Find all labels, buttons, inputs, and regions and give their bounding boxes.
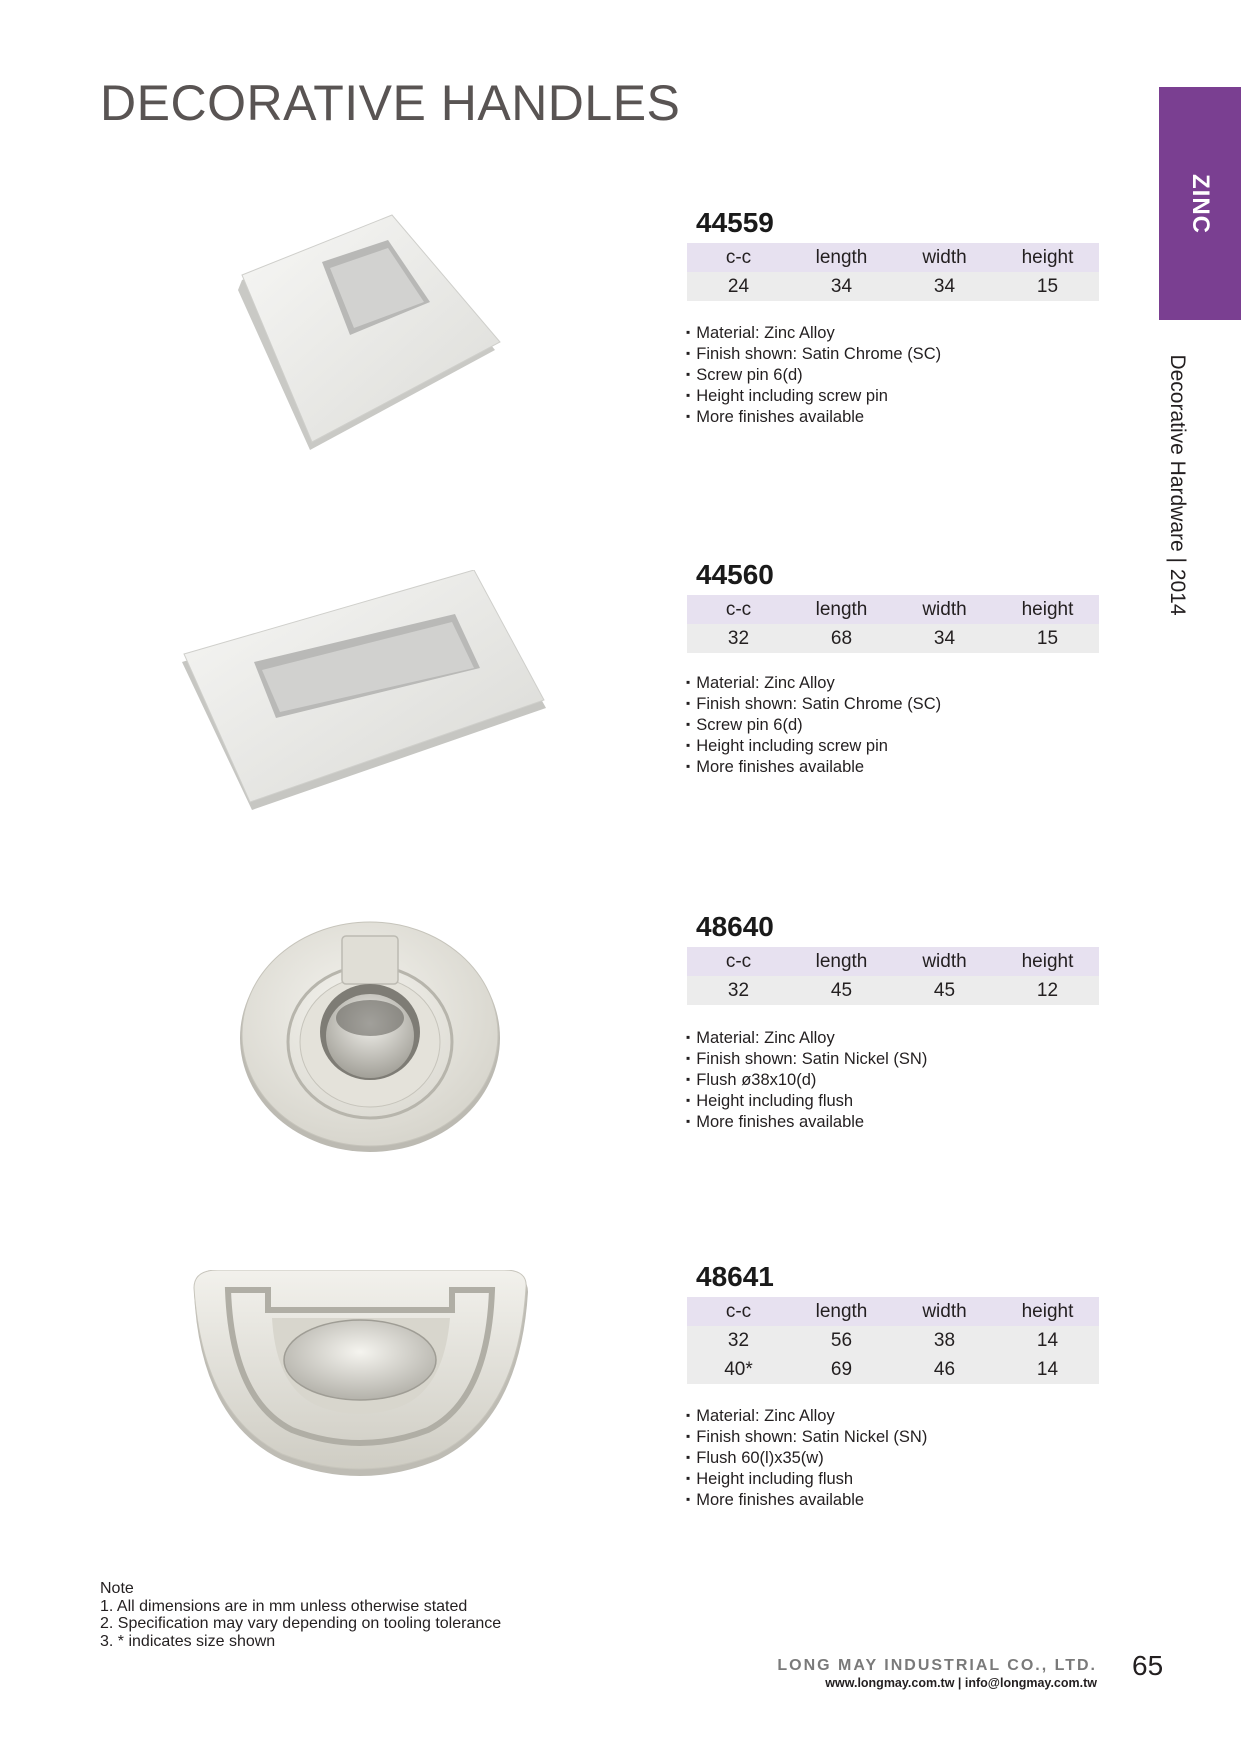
rectangular-handle-image xyxy=(180,570,550,815)
spec-item: ▪ Flush 60(l)x35(w) xyxy=(686,1448,927,1469)
cell-width: 38 xyxy=(933,1329,956,1351)
cell-cc: 24 xyxy=(727,275,750,297)
spec-row xyxy=(687,1355,1099,1384)
cell-width: 46 xyxy=(933,1358,956,1380)
spec-item: ▪ Height including flush xyxy=(686,1091,927,1112)
header-length: length xyxy=(815,1300,868,1322)
cell-height: 15 xyxy=(1036,275,1059,297)
spec-header-row xyxy=(687,1297,1099,1326)
header-width: width xyxy=(922,246,967,268)
spec-item: ▪ Material: Zinc Alloy xyxy=(686,323,941,344)
header-width: width xyxy=(922,598,967,620)
note-item: 2. Specification may vary depending on tooling tolerance xyxy=(100,1615,502,1632)
spec-header-row xyxy=(687,243,1099,272)
header-width: width xyxy=(922,950,967,972)
spec-item: ▪ Material: Zinc Alloy xyxy=(686,673,941,694)
cell-height: 14 xyxy=(1036,1329,1059,1351)
spec-item: ▪ Finish shown: Satin Chrome (SC) xyxy=(686,694,941,715)
note-item: 1. All dimensions are in mm unless otherwise stated xyxy=(100,1597,468,1615)
header-cc: c-c xyxy=(725,1300,752,1322)
cell-cc: 32 xyxy=(727,627,750,649)
spec-header-row xyxy=(687,947,1099,976)
spec-item: ▪ Height including screw pin xyxy=(686,736,941,757)
spec-item: ▪ Height including flush xyxy=(686,1469,927,1490)
cell-cc: 32 xyxy=(727,979,750,1001)
spec-item: ▪ Height including screw pin xyxy=(686,386,941,407)
category-tab xyxy=(1159,87,1241,320)
round-ring-pull-image xyxy=(238,920,503,1155)
spec-list xyxy=(686,1028,927,1133)
spec-row xyxy=(687,976,1099,1005)
spec-item: ▪ Finish shown: Satin Nickel (SN) xyxy=(686,1049,927,1070)
spec-item: ▪ Flush ø38x10(d) xyxy=(686,1070,927,1091)
spec-item: ▪ More finishes available xyxy=(686,407,941,428)
header-cc: c-c xyxy=(725,950,752,972)
cell-height: 12 xyxy=(1036,979,1059,1001)
cell-length: 56 xyxy=(830,1329,853,1351)
cell-width: 34 xyxy=(933,275,956,297)
spec-row xyxy=(687,624,1099,653)
spec-header-row xyxy=(687,595,1099,624)
spec-item: ▪ Material: Zinc Alloy xyxy=(686,1406,927,1427)
spec-item: ▪ Finish shown: Satin Nickel (SN) xyxy=(686,1427,927,1448)
notes-heading: Note xyxy=(100,1580,134,1597)
cell-length: 69 xyxy=(830,1358,853,1380)
cell-length: 68 xyxy=(830,627,853,649)
header-cc: c-c xyxy=(725,598,752,620)
spec-list xyxy=(686,673,941,778)
spec-item: ▪ Screw pin 6(d) xyxy=(686,365,941,386)
cell-length: 34 xyxy=(830,275,853,297)
note-item: 3. * indicates size shown xyxy=(100,1632,276,1650)
spec-item: ▪ Screw pin 6(d) xyxy=(686,715,941,736)
header-height: height xyxy=(1021,598,1074,620)
spec-row xyxy=(687,272,1099,301)
spec-list xyxy=(686,1406,927,1511)
company-name: LONG MAY INDUSTRIAL CO., LTD. xyxy=(777,1657,1097,1674)
cell-cc: 32 xyxy=(727,1329,750,1351)
cell-width: 45 xyxy=(933,979,956,1001)
notes-block xyxy=(100,1580,501,1650)
page-number: 65 xyxy=(1132,1650,1164,1681)
spec-item: ▪ Material: Zinc Alloy xyxy=(686,1028,927,1049)
spec-item: ▪ More finishes available xyxy=(686,757,941,778)
product-code: 48641 xyxy=(696,1261,774,1292)
product-code: 44560 xyxy=(696,559,774,590)
product-code: 48640 xyxy=(696,911,774,942)
spec-row xyxy=(687,1326,1099,1355)
spec-item: ▪ Finish shown: Satin Chrome (SC) xyxy=(686,344,941,365)
header-length: length xyxy=(815,598,868,620)
spec-table xyxy=(687,595,1099,653)
header-cc: c-c xyxy=(725,246,752,268)
spec-item: ▪ More finishes available xyxy=(686,1490,927,1511)
header-height: height xyxy=(1021,1300,1074,1322)
cell-length: 45 xyxy=(830,979,853,1001)
catalog-caption: Decorative Hardware | 2014 xyxy=(1166,354,1189,616)
cell-cc: 40* xyxy=(724,1358,753,1380)
category-tab-label: ZINC xyxy=(1187,174,1214,234)
header-length: length xyxy=(815,246,868,268)
square-handle-image xyxy=(230,210,510,460)
header-height: height xyxy=(1021,950,1074,972)
spec-list xyxy=(686,323,941,428)
header-width: width xyxy=(922,1300,967,1322)
cell-width: 34 xyxy=(933,627,956,649)
header-height: height xyxy=(1021,246,1074,268)
company-contact: www.longmay.com.tw | info@longmay.com.tw xyxy=(825,1676,1097,1690)
spec-table xyxy=(687,947,1099,1005)
header-length: length xyxy=(815,950,868,972)
product-code: 44559 xyxy=(696,207,774,238)
d-shaped-ring-pull-image xyxy=(188,1270,533,1480)
spec-table xyxy=(687,243,1099,301)
spec-item: ▪ More finishes available xyxy=(686,1112,927,1133)
page-title: DECORATIVE HANDLES xyxy=(100,75,681,131)
cell-height: 15 xyxy=(1036,627,1059,649)
cell-height: 14 xyxy=(1036,1358,1059,1380)
spec-table xyxy=(687,1297,1099,1384)
